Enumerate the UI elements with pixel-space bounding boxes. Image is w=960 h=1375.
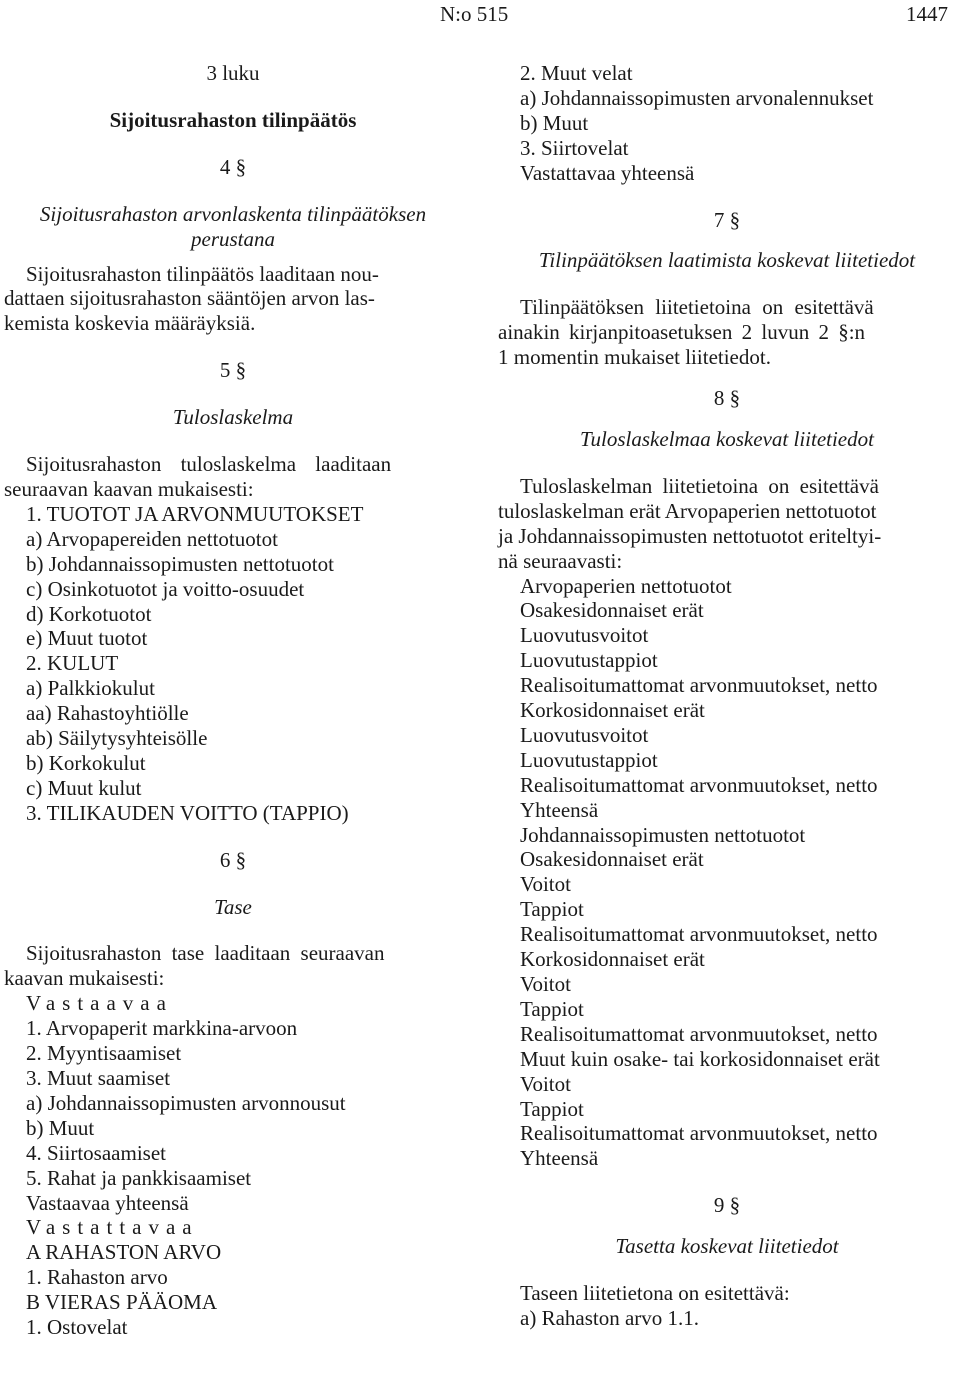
list-item: Vastaavaa yhteensä	[26, 1190, 189, 1215]
list-item: 3. Siirtovelat	[520, 135, 629, 160]
section-8-title: Tuloslaskelmaa koskevat liitetiedot	[580, 426, 874, 451]
section-4-text-line-2: dattaen sijoitusrahaston sääntöjen arvon las-	[4, 286, 375, 311]
list-item: 2. Muut velat	[520, 61, 633, 85]
list-item: Johdannaissopimusten nettotuotot	[520, 822, 806, 847]
section-4-title-line-1: Sijoitusrahaston arvonlaskenta tilinpäätöksen	[39, 201, 427, 226]
list-item: e) Muut tuotot	[26, 626, 148, 651]
section-8-text-line-2: tuloslaskelman erät Arvopaperien nettotuotot	[498, 498, 877, 523]
list-item: b) Johdannaissopimusten nettotuotot	[26, 551, 334, 576]
section-9-text-line-2: a) Rahaston arvo 1.1.	[520, 1305, 700, 1330]
list-item: 5. Rahat ja pankkisaamiset	[26, 1165, 252, 1190]
list-item: b) Muut	[520, 110, 589, 135]
list-item: 1. Ostovelat	[26, 1315, 128, 1340]
list-item: Vastattavaa yhteensä	[520, 160, 695, 185]
right-column	[498, 61, 956, 1331]
list-item: Tappiot	[520, 1096, 584, 1121]
section-9-text-line-1: Taseen liitetietona on esitettävä:	[520, 1281, 790, 1306]
section-8-text-line-1: Tuloslaskelman liitetietoina on esitettävä	[520, 473, 879, 498]
list-item: A RAHASTON ARVO	[26, 1240, 222, 1265]
section-5-text-line-1: Sijoitusrahaston tuloslaskelma laaditaan	[26, 452, 392, 477]
list-item: Realisoitumattomat arvonmuutokset, netto	[520, 922, 878, 947]
list-item: Tappiot	[520, 897, 584, 922]
list-item: 1. TUOTOT JA ARVONMUUTOKSET	[26, 501, 364, 526]
list-item: 1. Rahaston arvo	[26, 1265, 168, 1290]
section-7-title: Tilinpäätöksen laatimista koskevat liitetiedot	[538, 248, 916, 273]
section-8-text-line-3: ja Johdannaissopimusten nettotuotot eriteltyi-	[498, 523, 882, 548]
list-item: Tappiot	[520, 996, 584, 1021]
section-7-text-line-2: ainakin kirjanpitoasetuksen 2 luvun 2 §:n	[498, 320, 866, 345]
list-item: a) Johdannaissopimusten arvonnousut	[26, 1090, 346, 1115]
page-header	[0, 0, 960, 30]
section-4-number: 4 §	[219, 154, 247, 179]
section-6-text-line-1: Sijoitusrahaston tase laaditaan seuraavan	[26, 941, 385, 966]
left-column	[4, 61, 462, 1340]
section-7-number: 7 §	[713, 207, 741, 232]
section-4-title-line-2: perustana	[191, 226, 275, 251]
list-item: d) Korkotuotot	[26, 601, 152, 626]
list-item: c) Osinkotuotot ja voitto-osuudet	[26, 576, 305, 601]
chapter-title: Sijoitusrahaston tilinpäätös	[109, 107, 357, 132]
list-item: B VIERAS PÄÄOMA	[26, 1290, 217, 1315]
list-item: Realisoitumattomat arvonmuutokset, netto	[520, 673, 878, 698]
list-item: a) Johdannaissopimusten arvonalennukset	[520, 85, 874, 110]
list-item: 1. Arvopaperit markkina-arvoon	[26, 1016, 298, 1041]
list-item: 3. Muut saamiset	[26, 1066, 171, 1090]
section-4-text-line-1: Sijoitusrahaston tilinpäätös laaditaan nou-	[26, 261, 379, 286]
list-item: Voitot	[520, 1071, 571, 1096]
income-notes-list	[498, 574, 956, 1172]
list-item: b) Korkokulut	[26, 750, 146, 775]
list-item: Luovutusvoitot	[520, 623, 649, 648]
list-item: Korkosidonnaiset erät	[520, 947, 705, 972]
list-item: Korkosidonnaiset erät	[520, 698, 705, 723]
list-item: a) Palkkiokulut	[26, 676, 155, 701]
section-5-number: 5 §	[219, 358, 247, 383]
section-8-text-line-4: nä seuraavasti:	[498, 548, 623, 573]
list-item: Luovutustappiot	[520, 747, 658, 772]
list-item: 2. Myyntisaamiset	[26, 1041, 182, 1066]
list-item: Yhteensä	[520, 797, 599, 822]
list-item: Luovutusvoitot	[520, 722, 649, 747]
liabilities-heading: Vastattavaa	[26, 1215, 199, 1240]
list-item: Realisoitumattomat arvonmuutokset, netto	[520, 1121, 878, 1146]
balance-sheet-list	[4, 991, 462, 1340]
section-5-title: Tuloslaskelma	[172, 405, 294, 430]
section-4-text-line-3: kemista koskevia määräyksiä.	[4, 311, 256, 336]
section-5-text-line-2: seuraavan kaavan mukaisesti:	[4, 476, 254, 501]
list-item: Muut kuin osake- tai korkosidonnaiset erät	[520, 1046, 880, 1071]
list-item: 2. KULUT	[26, 651, 119, 676]
list-item: Realisoitumattomat arvonmuutokset, netto	[520, 1021, 878, 1046]
list-item: Osakesidonnaiset erät	[520, 847, 704, 872]
list-item: aa) Rahastoyhtiölle	[26, 701, 189, 726]
list-item: 4. Siirtosaamiset	[26, 1140, 166, 1165]
section-6-number: 6 §	[219, 847, 247, 872]
list-item: Luovutustappiot	[520, 648, 658, 673]
assets-heading: Vastaavaa	[26, 991, 173, 1016]
chapter-heading: 3 luku	[206, 61, 260, 85]
list-item: 3. TILIKAUDEN VOITTO (TAPPIO)	[26, 800, 349, 825]
list-item: Realisoitumattomat arvonmuutokset, netto	[520, 772, 878, 797]
section-6-text-line-2: kaavan mukaisesti:	[4, 966, 165, 991]
list-item: Voitot	[520, 972, 571, 996]
list-item: Voitot	[520, 872, 571, 897]
statute-number: N:o 515	[440, 2, 509, 26]
list-item: c) Muut kulut	[26, 775, 142, 800]
section-9-number: 9 §	[713, 1193, 741, 1218]
income-statement-list	[4, 502, 462, 826]
section-6-title: Tase	[214, 894, 252, 919]
list-item: Arvopaperien nettotuotot	[520, 573, 732, 598]
section-8-number: 8 §	[713, 386, 741, 411]
section-7-text-line-3: 1 momentin mukaiset liitetiedot.	[498, 345, 771, 370]
section-7-text-line-1: Tilinpäätöksen liitetietoina on esitettävä	[520, 295, 874, 320]
list-item: Osakesidonnaiset erät	[520, 598, 704, 623]
page-number: 1447	[906, 2, 948, 26]
list-item: a) Arvopapereiden nettotuotot	[26, 526, 278, 551]
list-item: ab) Säilytysyhteisölle	[26, 726, 208, 751]
list-item: Yhteensä	[520, 1146, 599, 1171]
balance-sheet-list-continued	[498, 61, 956, 186]
list-item: b) Muut	[26, 1115, 95, 1140]
section-9-title: Tasetta koskevat liitetiedot	[615, 1234, 839, 1259]
